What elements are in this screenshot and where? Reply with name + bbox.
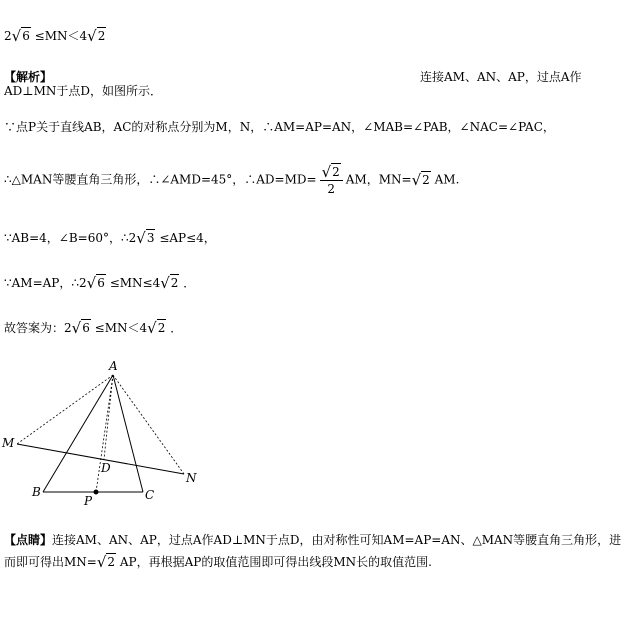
radicand: 6	[97, 276, 105, 290]
step5-text-a: 故答案为：2	[4, 321, 72, 335]
step2-text-b: AM，MN=	[345, 172, 412, 187]
radicand: 2	[170, 276, 179, 290]
inequality-text: ≤MN＜4	[34, 29, 88, 43]
step3-text-b: ≤AP≤4，	[159, 231, 216, 245]
note-tag: 【点睛】	[4, 533, 53, 547]
label-b: B	[32, 485, 41, 499]
step5-text-b: ≤MN＜4	[94, 321, 148, 335]
sqrt-symbol: √	[160, 274, 170, 292]
sqrt-symbol: √	[411, 170, 422, 189]
radicand: 6	[22, 29, 30, 43]
step-mn-range	[4, 272, 195, 293]
sqrt-symbol: √	[86, 274, 97, 292]
step4-text-a: ∵AM=AP，∴2	[4, 276, 87, 290]
label-m: M	[2, 436, 15, 450]
dashed-am	[17, 375, 113, 444]
step3-text-a: ∵AB=4，∠B=60°，∴2	[4, 231, 137, 245]
segment-ac	[113, 375, 143, 492]
label-d: D	[101, 461, 111, 475]
analysis-tag: 【解析】	[4, 70, 53, 84]
label-a: A	[109, 359, 118, 373]
fraction: $\frac{√2}{2}$	[320, 163, 343, 197]
step2-text-c: AM.	[434, 172, 460, 187]
step5-text-c: ．	[170, 321, 183, 335]
analysis-text-right: 连接AM、AN、AP，过点A作	[420, 70, 582, 84]
sqrt-symbol: √	[147, 319, 157, 337]
radicand: 6	[82, 321, 90, 335]
note-line-2	[4, 551, 432, 572]
final-answer-line	[4, 317, 182, 338]
step4-text-b: ≤MN≤4	[109, 276, 161, 290]
step2-text-a: ∴△MAN等腰直角三角形，∴∠AMD=45°，∴AD=MD=	[4, 172, 317, 187]
frac-den: 2	[327, 182, 335, 196]
coef-text: 2	[4, 29, 12, 43]
note-text-2a: 而即可得出MN=	[4, 555, 97, 569]
point-p	[94, 490, 99, 495]
note-line-1	[4, 530, 621, 550]
step-isosceles-right	[4, 163, 459, 197]
radicand: 2	[157, 321, 166, 335]
sqrt-symbol: √	[96, 553, 107, 571]
sqrt-symbol: √	[11, 27, 22, 45]
sqrt-symbol: √	[87, 27, 97, 45]
radicand: 2	[422, 172, 430, 187]
note-text-2b: AP，再根据AP的取值范围即可得出线段MN长的取值范围.	[119, 555, 432, 569]
geometry-figure	[0, 358, 220, 518]
label-c: C	[145, 488, 155, 502]
dashed-an	[113, 375, 184, 474]
step-symmetry: ∵点P关于直线AB，AC的对称点分别为M，N，∴AM=AP=AN，∠MAB=∠PAB，∠NAC=∠PAC，	[4, 120, 555, 134]
label-n: N	[186, 471, 197, 485]
step-ap-range	[4, 227, 216, 248]
radicand: 2	[97, 29, 106, 43]
sqrt-symbol: √	[71, 319, 82, 337]
frac-num: 2	[332, 165, 340, 179]
sqrt-symbol: √	[136, 229, 146, 247]
radicand: 2	[107, 555, 116, 569]
radicand: 3	[146, 231, 155, 245]
answer-range-line	[4, 25, 106, 46]
step4-text-c: ．	[183, 276, 196, 290]
label-p: P	[84, 494, 93, 508]
note-text-1: 连接AM、AN、AP，过点A作AD⊥MN于点D，由对称性可知AM=AP=AN、△MAN等腰直角三角形，进	[52, 533, 622, 547]
analysis-text-cont: AD⊥MN于点D，如图所示．	[4, 84, 162, 98]
